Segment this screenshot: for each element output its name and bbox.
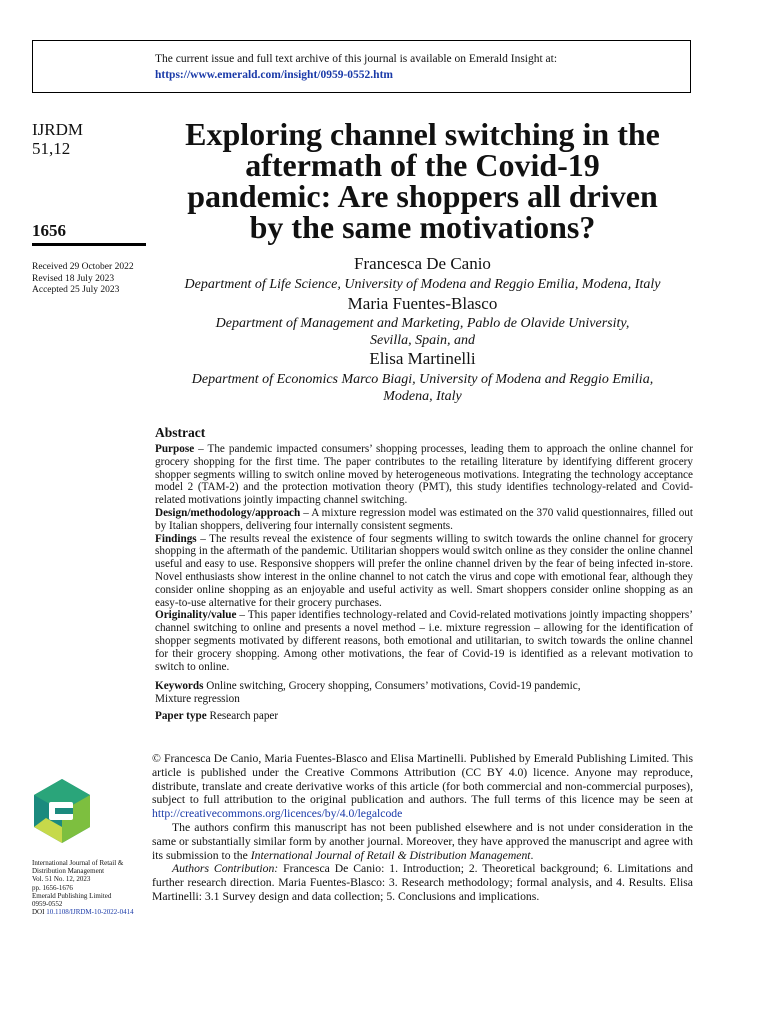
page-number-rule: [32, 243, 146, 246]
purpose-text: – The pandemic impacted consumers’ shopping processes, leading them to approach the online channel for grocery shopping for the first time. The paper contributes to the retailing literature by identifying different grocery shopper segments willing to switch online moved by heterogeneous motivations. Integrating the technology acceptance model 2 (TAM-2) and the protection motivation theory (PMT), this study identifies technology-related and Covid-related motivations jointly impacting channel switching.: [155, 443, 693, 507]
license-link[interactable]: http://creativecommons.org/licences/by/4.0/legalcode: [152, 807, 403, 821]
copyright-paragraph: [152, 752, 693, 821]
paper-type-value: Research paper: [206, 710, 279, 722]
keywords-text: Mixture regression: [155, 692, 240, 705]
affiliation-line: Department of Life Science, University of Modena and Reggio Emilia, Modena, Italy: [184, 277, 661, 292]
title-line: Exploring channel switching in the: [185, 116, 660, 152]
originality-text: – This paper identifies technology-related and Covid-related motivations jointly impacting shoppers’ channel switching to online and presents a novel method – i.e. mixture regression – allowing for the identification of shopper segments motivated by different reasons, both emotional and utilitarian, to switch towards the online channel for their grocery shopping. Among other motivations, the fear of Covid-19 is identified as a relevant motivation to switch to online.: [155, 609, 693, 673]
article-dates: [32, 262, 134, 297]
abstract-heading: Abstract: [155, 425, 206, 440]
journal-name-line: Distribution Management: [32, 867, 105, 876]
copyright-text: © Francesca De Canio, Maria Fuentes-Blasco and Elisa Martinelli. Published by Emerald Publishing Limited. This article is published under the Creative Commons Attribution (CC BY 4.0) licence. Anyone may reproduce, distribute, translate and create derivative works of this article (for both commercial and non-commercial purposes), subject to full attribution to the original publication and authors. The full terms of this licence may be seen at: [152, 752, 693, 807]
purpose-label: Purpose: [155, 443, 195, 455]
author-name: Francesca De Canio: [354, 254, 491, 273]
declaration-end: .: [530, 848, 534, 862]
received-date: Received 29 October 2022: [32, 262, 134, 272]
license-statement: [152, 752, 693, 904]
title-line: by the same motivations?: [249, 209, 596, 245]
declaration-text: The authors confirm this manuscript has not been published elsewhere and is not under consideration in the same or substantially similar form by another journal. Moreover, they have approved the manuscript and agree with its submission to the: [152, 820, 693, 862]
keywords: [155, 680, 693, 706]
keywords-line: [155, 680, 693, 693]
journal-abbr: IJRDM: [32, 120, 84, 139]
originality-label: Originality/value: [155, 609, 237, 622]
design-text: – A mixture regression model was estimated on the 370 valid questionnaires, filled out by Italian shoppers, delivering four internally consistent segments.: [155, 506, 693, 532]
keywords-label: Keywords: [155, 680, 204, 692]
revised-date: Revised 18 July 2023: [32, 273, 115, 284]
journal-availability-box: [32, 40, 691, 93]
volume-issue: 51,12: [32, 139, 71, 158]
originality-declaration: [152, 821, 693, 862]
keywords-text: Online switching, Grocery shopping, Consumers’ motivations, Covid-19 pandemic,: [203, 680, 581, 692]
design-label: Design/methodology/approach: [155, 506, 301, 519]
paper-type-label: Paper type: [155, 710, 207, 722]
author-contribution: [152, 862, 693, 903]
journal-volume: Vol. 51 No. 12, 2023: [32, 875, 91, 884]
abstract-findings: [155, 533, 693, 610]
findings-text: – The results reveal the existence of four segments willing to switch towards the online channel for grocery shopping in the aftermath of the pandemic. Utilitarian shoppers would switch online as they consider the online channel useful and easy to use. Responsive shoppers will prefer the online channel driven by the fear of being infected in-store. Novel enthusiasts show interest in the online channel to not catch the virus and cope with emotional fear, although they consider online shopping as an enjoyable and useful activity as well. Smart shoppers consider online shopping as an easy-to-use alternative for their grocery purchases.: [155, 532, 693, 609]
author-affiliation: [150, 276, 695, 293]
journal-abbreviation: [32, 120, 83, 158]
abstract-purpose: [155, 443, 693, 507]
accepted-date: Accepted 25 July 2023: [32, 285, 120, 295]
author-affiliation: [150, 371, 695, 405]
doi-label: DOI: [32, 908, 47, 917]
journal-name-line: International Journal of Retail &: [32, 859, 124, 867]
author-affiliation: [150, 315, 695, 349]
journal-publisher: Emerald Publishing Limited: [32, 891, 112, 900]
article-title: [150, 116, 695, 245]
affiliation-line: Modena, Italy: [383, 389, 462, 404]
journal-doi: [32, 908, 134, 916]
emerald-publishing-logo: [32, 777, 92, 847]
affiliation-line: Sevilla, Spain, and: [370, 333, 475, 348]
affiliation-line: Department of Management and Marketing, Pablo de Olavide University,: [215, 316, 630, 331]
page-number: 1656: [32, 221, 66, 240]
contribution-text: Francesca De Canio: 1. Introduction; 2. Theoretical background; 6. Limitations and further research direction. Maria Fuentes-Blasco: 3. Research methodology; formal analysis, and 4. Results. Elisa Martinelli: 3.1 Survey design and data collection; 5. Conclusions and implications.: [152, 862, 693, 903]
findings-label: Findings: [155, 532, 197, 545]
contribution-label: Authors Contribution:: [172, 862, 279, 876]
availability-notice: The current issue and full text archive of this journal is available on Emerald Insight at:: [155, 53, 558, 65]
doi-link[interactable]: 10.1108/IJRDM-10-2022-0414: [46, 908, 134, 917]
author-name: Elisa Martinelli: [369, 349, 476, 368]
abstract-originality: [155, 609, 693, 673]
abstract-body: [155, 443, 693, 673]
journal-issn: 0959-0552: [32, 900, 63, 909]
journal-pages: pp. 1656-1676: [32, 883, 73, 892]
journal-url-link[interactable]: https://www.emerald.com/insight/0959-0552.htm: [155, 69, 393, 81]
title-line: pandemic: Are shoppers all driven: [187, 178, 658, 214]
abstract-design: [155, 507, 693, 533]
title-line: aftermath of the Covid-19: [245, 147, 600, 183]
logo-inner-cut: [55, 808, 73, 814]
journal-name: International Journal of Retail & Distribution Management: [250, 848, 531, 862]
paper-type: [155, 710, 278, 722]
journal-citation-info: [32, 859, 134, 916]
affiliation-line: Department of Economics Marco Biagi, University of Modena and Reggio Emilia,: [191, 372, 654, 387]
author-name: Maria Fuentes-Blasco: [347, 294, 498, 313]
